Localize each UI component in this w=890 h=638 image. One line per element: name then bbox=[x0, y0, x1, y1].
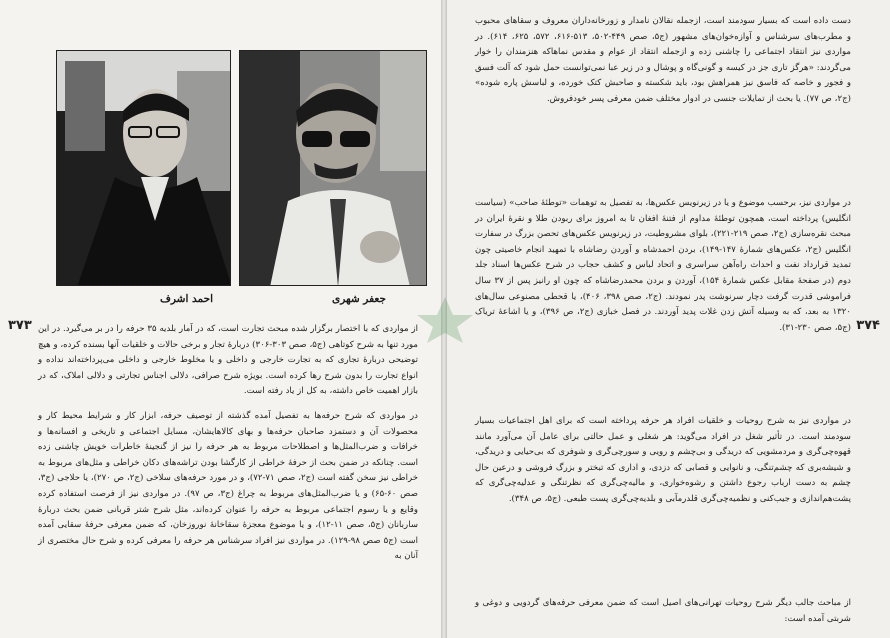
portrait-photo-jafar-shahri bbox=[239, 50, 427, 286]
right-body-text bbox=[475, 196, 851, 336]
right-page bbox=[447, 0, 890, 638]
paragraph: در مواردی نیز، برحسب موضوع و یا در زیرنویس عکس‌ها، به تفصیل به توهمات «توطئهٔ صاحب» (سیاست انگلیس) پرداخته است، همچون توطئهٔ مداوم از فتنهٔ افغان تا به امروز برای ربودن طلا و نقرهٔ ایران در مبحث نقره‌سازی (ج۲، صص ۲۱۹-۲۲۱)، بلوای مشروطیت، در زیرنویس عکس‌های تحصن بزرگ در سفارت انگلیس (ج۲، عکس‌های شمارهٔ ۱۴۷-۱۴۹)، بردن احمدشاه و آوردن رضاشاه با تمهید انجام خاصیتی چون تمدید قرارداد نفت و احداث راه‌آهن سراسری و اتحاد لباس و کشف حجاب در شرح عکس‌ها اسناد جلد دوم (در صفحهٔ مقابل عکس شمارهٔ ۱۵۴)، آوردن و بردن محمدرضاشاه که چون او رانیز پس از ۳۷ سال فراموشی قدرت گرفت دچار سرنوشت پدر نمودند. (ج۲، صص ۳۹۸، ۴۰۶)، یا قحطی مصنوعی سال‌های ۱۳۲۰ به بعد، که به وسیله آتش زدن غلات پدید آوردند. در فصل خبازی (ج۲، ص ۳۹۶)، و یا اشاعهٔ تریاک (ج۵، صص ۲۳۰-۳۱). bbox=[475, 198, 852, 333]
left-body-text bbox=[38, 322, 418, 565]
paragraph: از مباحث جالب دیگر شرح روحیات تهرانی‌های اصیل است که ضمن معرفی حرفه‌های گردویی و دوغی و شربتی آمده است: bbox=[475, 598, 851, 624]
portrait-photo-ahmad-ashraf bbox=[56, 50, 231, 286]
page-number: ۳۷۳ bbox=[8, 318, 32, 333]
page-number: ۳۷۴ bbox=[856, 318, 880, 333]
institution-logo-icon bbox=[407, 293, 483, 345]
paragraph: دست داده است که بسیار سودمند است، ازجمله نقالان نامدار و زورخانه‌داران معروف و سقاهای محبوب و مطرب‌های سرشناس و آوازه‌خوان‌های مشهور (ج۵، صص ۴۴۹-۵۰۲، ۵۱۳-۶۱۶، ۵۷۲، ۶۲۵، ۶۱۴). در مواردی نیز انتقاد اجتماعی را چاشنی زده و ازجمله انتقاد از عوام و مقدس نماهاکه هنزمندان را خوار می‌گردند: «هرگز تاری جز در کیسه و گونی‌گاه و پوشال و در زیر عبا نمی‌توانست حمل شود که آلت فسق و فجور و خاصه که فاسق نیز همراهش بود، باید شکسته و صاحبش کتک خورده، و لباسش پاره شوده» (ج۲، ص ۷۷). یا بحث از تمایلات جنسی در ادوار مختلف ضمن معرفی پسر خودفروش. bbox=[475, 16, 852, 104]
photo-caption: احمد اشرف bbox=[160, 293, 214, 305]
right-body-text bbox=[475, 596, 851, 627]
portrait-photo-ahmad-ashraf-image bbox=[57, 51, 231, 286]
right-body-text bbox=[475, 414, 851, 508]
left-page bbox=[0, 0, 441, 638]
portrait-photo-jafar-shahri-image bbox=[240, 51, 427, 286]
paragraph: در مواردی نیز به شرح روحیات و خلقیات افراد هر حرفه پرداخته است که برای اهل اجتماعیات بسیار سودمند است. در تأثیر شغل در افراد می‌گوید: هر شغلی و عمل حالتی برای عامل آن می‌آورد مانند قهوه‌چی‌گری و مردمشویی که دریدگی و بی‌چشم و رویی و سورچی‌گری و شوفری که بی‌حیایی و دریدگی، و شیشه‌بری که چشم‌تنگی، و نانوایی و قصابی که دزدی، و اداری که تبختر و بزرگ فروشی و درعین حال چشم به دست ارباب رجوع داشتن و رشوه‌خواری، و مالیه‌چی‌گری که نظرتنگی و عدلیه‌چی‌گری که پشت‌هم‌اندازی و جیب‌کنی و نظمیه‌چی‌گری قلدرمآبی و بلدیه‌چی‌گری پست طبعی. (ج۵، ص ۳۴۸). bbox=[475, 416, 851, 504]
paragraph: از مواردی که با اختصار برگزار شده مبحث تجارت است، که در آمار بلدیه ۳۵ حرفه را در بر می‌گیرد. در این مورد تنها به شرح کوتاهی (ج۵، صص ۳۰۳-۳۰۶) دربارهٔ تجار و برخی حالات و خلقیات آنها بسنده کرده، و هیچ توضیحی دربارهٔ تجاری که به تجارت خارجی و داخلی و یا مخلوط خارجی و داخلی می‌پرداخته‌اند نداده و انواع تجارت را بدون شرح رها کرده است. بویژه شرح صرافی، دلالی اجناس تجارتی و دلالی املاک، که در بازار اهمیت خاص داشته، به کل از یاد رفته است. bbox=[38, 324, 419, 397]
photo-caption: جعفر شهری bbox=[332, 293, 386, 305]
paragraph: در مواردی که شرح حرفه‌ها به تفصیل آمده گذشته از توصیف حرفه، ابزار کار و شرایط محیط کار و محصولات آن و دستمزد صاحبان حرفه‌ها و بهای کالاهایشان، مسایل اجتماعی و تاریخی و افسانه‌ها و خرافات و ضرب‌المثل‌ها و اصطلاحات مربوط به هر حرفه را نیز از گنجینهٔ خاطرات خویش چاشنی زده است. چنانکه در ضمن بحث از حرفهٔ خراطی از کارگشا بودن تراشه‌های دکان خراطی و مثل‌های مربوط به خراطی نیز سخن گفته است (ج۲، صص ۷۱-۷۲)، و در مورد حرفه‌های سلاخی (ج۲، ص ۲۷۰)، یا حلاجی (ج۳، صص ۶۰-۶۵) و یا ضرب‌المثل‌های مربوط به چراغ (ج۳، ص ۹۷). در مواردی نیز از فرصت استفاده کرده وقایع و یا رسوم اجتماعی مربوط به حرفه را عنوان کرده‌اند، مثل شرح شتر قربانی ضمن بحث دربارهٔ ساربانان (ج۵، صص ۱۱-۱۲)، و یا موضوع معجزهٔ سقاخانهٔ نوروزخان، که ضمن معرفی حرفهٔ سقایی آمده است (ج۵ صص ۹۸-۱۲۹). در مواردی نیز افراد سرشناس هر حرفه را معرفی کرده و شرح حال مختصری از آنان به bbox=[38, 410, 419, 562]
right-body-text bbox=[475, 14, 851, 108]
